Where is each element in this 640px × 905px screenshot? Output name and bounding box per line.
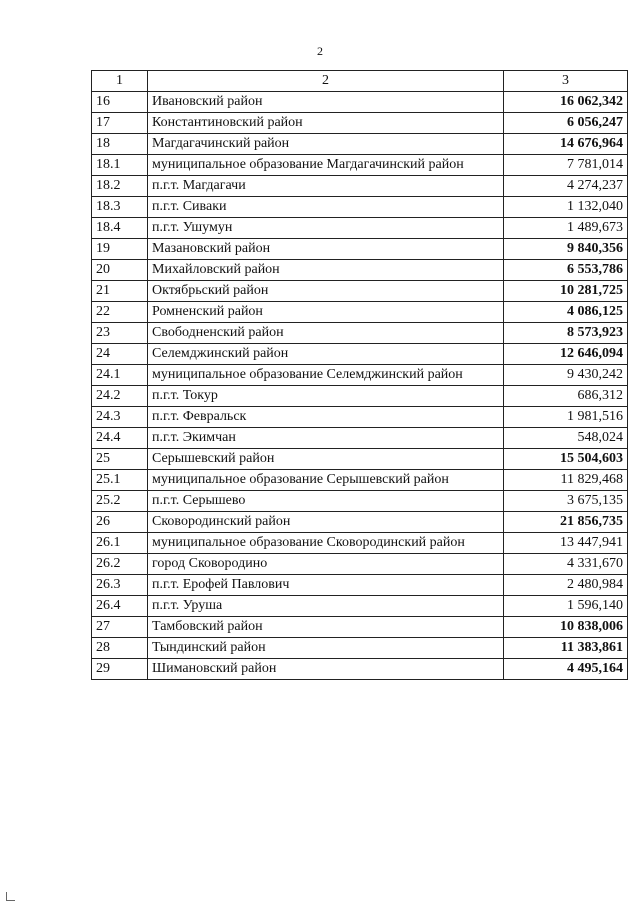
table-row bbox=[92, 596, 628, 617]
table-row bbox=[92, 491, 628, 512]
row-name-cell: п.г.т. Февральск bbox=[148, 407, 504, 428]
row-number-cell: 18 bbox=[92, 134, 148, 155]
row-value-cell: 4 086,125 bbox=[504, 302, 628, 323]
row-name-cell: Ивановский район bbox=[148, 92, 504, 113]
table-row bbox=[92, 344, 628, 365]
row-value-cell: 1 596,140 bbox=[504, 596, 628, 617]
table-row bbox=[92, 113, 628, 134]
table-row bbox=[92, 239, 628, 260]
row-name-cell: Тамбовский район bbox=[148, 617, 504, 638]
row-value-cell: 1 981,516 bbox=[504, 407, 628, 428]
row-name-cell: муниципальное образование Серышевский район bbox=[148, 470, 504, 491]
row-value-cell: 9 430,242 bbox=[504, 365, 628, 386]
row-number-cell: 17 bbox=[92, 113, 148, 134]
table-row bbox=[92, 176, 628, 197]
row-number-cell: 18.1 bbox=[92, 155, 148, 176]
row-value-cell: 13 447,941 bbox=[504, 533, 628, 554]
table-row bbox=[92, 554, 628, 575]
row-number-cell: 19 bbox=[92, 239, 148, 260]
table-row bbox=[92, 449, 628, 470]
row-number-cell: 24 bbox=[92, 344, 148, 365]
row-number-cell: 18.2 bbox=[92, 176, 148, 197]
row-number-cell: 24.3 bbox=[92, 407, 148, 428]
row-name-cell: город Сковородино bbox=[148, 554, 504, 575]
table-row bbox=[92, 638, 628, 659]
row-name-cell: п.г.т. Магдагачи bbox=[148, 176, 504, 197]
table-body bbox=[92, 92, 628, 680]
table-row bbox=[92, 617, 628, 638]
row-name-cell: п.г.т. Токур bbox=[148, 386, 504, 407]
row-number-cell: 26.3 bbox=[92, 575, 148, 596]
table-row bbox=[92, 302, 628, 323]
table-row bbox=[92, 155, 628, 176]
row-value-cell: 4 331,670 bbox=[504, 554, 628, 575]
table-row bbox=[92, 281, 628, 302]
row-value-cell: 21 856,735 bbox=[504, 512, 628, 533]
row-name-cell: Селемджинский район bbox=[148, 344, 504, 365]
table-row bbox=[92, 365, 628, 386]
row-value-cell: 4 495,164 bbox=[504, 659, 628, 680]
budget-table bbox=[91, 70, 628, 680]
row-value-cell: 2 480,984 bbox=[504, 575, 628, 596]
row-value-cell: 15 504,603 bbox=[504, 449, 628, 470]
row-name-cell: п.г.т. Серышево bbox=[148, 491, 504, 512]
row-name-cell: Сковородинский район bbox=[148, 512, 504, 533]
table-row bbox=[92, 470, 628, 491]
header-col-2: 2 bbox=[148, 71, 504, 92]
row-number-cell: 16 bbox=[92, 92, 148, 113]
row-name-cell: п.г.т. Уруша bbox=[148, 596, 504, 617]
row-name-cell: Ромненский район bbox=[148, 302, 504, 323]
row-number-cell: 24.4 bbox=[92, 428, 148, 449]
header-col-1: 1 bbox=[92, 71, 148, 92]
table-header-row bbox=[92, 71, 628, 92]
row-number-cell: 26.4 bbox=[92, 596, 148, 617]
row-value-cell: 6 056,247 bbox=[504, 113, 628, 134]
row-number-cell: 21 bbox=[92, 281, 148, 302]
row-value-cell: 1 489,673 bbox=[504, 218, 628, 239]
table-row bbox=[92, 386, 628, 407]
row-name-cell: муниципальное образование Магдагачинский район bbox=[148, 155, 504, 176]
table-row bbox=[92, 575, 628, 596]
table-row bbox=[92, 323, 628, 344]
row-value-cell: 11 383,861 bbox=[504, 638, 628, 659]
row-name-cell: п.г.т. Ерофей Павлович bbox=[148, 575, 504, 596]
row-name-cell: п.г.т. Экимчан bbox=[148, 428, 504, 449]
row-name-cell: Константиновский район bbox=[148, 113, 504, 134]
row-name-cell: Магдагачинский район bbox=[148, 134, 504, 155]
row-number-cell: 25 bbox=[92, 449, 148, 470]
row-number-cell: 24.2 bbox=[92, 386, 148, 407]
row-number-cell: 25.1 bbox=[92, 470, 148, 491]
row-value-cell: 16 062,342 bbox=[504, 92, 628, 113]
row-name-cell: Шимановский район bbox=[148, 659, 504, 680]
table-row bbox=[92, 512, 628, 533]
row-number-cell: 23 bbox=[92, 323, 148, 344]
table-row bbox=[92, 197, 628, 218]
row-name-cell: п.г.т. Сиваки bbox=[148, 197, 504, 218]
row-value-cell: 548,024 bbox=[504, 428, 628, 449]
table-row bbox=[92, 218, 628, 239]
table-row bbox=[92, 659, 628, 680]
row-number-cell: 20 bbox=[92, 260, 148, 281]
row-name-cell: Октябрьский район bbox=[148, 281, 504, 302]
row-name-cell: муниципальное образование Селемджинский район bbox=[148, 365, 504, 386]
table-row bbox=[92, 92, 628, 113]
scan-corner-mark bbox=[6, 892, 15, 901]
row-value-cell: 10 281,725 bbox=[504, 281, 628, 302]
row-number-cell: 29 bbox=[92, 659, 148, 680]
row-value-cell: 3 675,135 bbox=[504, 491, 628, 512]
header-col-3: 3 bbox=[504, 71, 628, 92]
table-row bbox=[92, 407, 628, 428]
row-value-cell: 1 132,040 bbox=[504, 197, 628, 218]
row-number-cell: 24.1 bbox=[92, 365, 148, 386]
row-value-cell: 11 829,468 bbox=[504, 470, 628, 491]
table-row bbox=[92, 260, 628, 281]
row-value-cell: 10 838,006 bbox=[504, 617, 628, 638]
row-name-cell: Серышевский район bbox=[148, 449, 504, 470]
row-number-cell: 18.4 bbox=[92, 218, 148, 239]
row-name-cell: Михайловский район bbox=[148, 260, 504, 281]
table-row bbox=[92, 428, 628, 449]
table-row bbox=[92, 533, 628, 554]
row-name-cell: Мазановский район bbox=[148, 239, 504, 260]
page-number: 2 bbox=[317, 44, 323, 58]
row-name-cell: муниципальное образование Сковородинский район bbox=[148, 533, 504, 554]
row-name-cell: Свободненский район bbox=[148, 323, 504, 344]
row-value-cell: 12 646,094 bbox=[504, 344, 628, 365]
table-row bbox=[92, 134, 628, 155]
row-name-cell: Тындинский район bbox=[148, 638, 504, 659]
row-number-cell: 26.2 bbox=[92, 554, 148, 575]
row-number-cell: 25.2 bbox=[92, 491, 148, 512]
row-name-cell: п.г.т. Ушумун bbox=[148, 218, 504, 239]
row-number-cell: 18.3 bbox=[92, 197, 148, 218]
row-value-cell: 9 840,356 bbox=[504, 239, 628, 260]
row-number-cell: 28 bbox=[92, 638, 148, 659]
row-value-cell: 686,312 bbox=[504, 386, 628, 407]
row-value-cell: 6 553,786 bbox=[504, 260, 628, 281]
row-value-cell: 14 676,964 bbox=[504, 134, 628, 155]
row-value-cell: 4 274,237 bbox=[504, 176, 628, 197]
row-number-cell: 26.1 bbox=[92, 533, 148, 554]
row-number-cell: 22 bbox=[92, 302, 148, 323]
row-number-cell: 27 bbox=[92, 617, 148, 638]
row-value-cell: 7 781,014 bbox=[504, 155, 628, 176]
row-number-cell: 26 bbox=[92, 512, 148, 533]
row-value-cell: 8 573,923 bbox=[504, 323, 628, 344]
